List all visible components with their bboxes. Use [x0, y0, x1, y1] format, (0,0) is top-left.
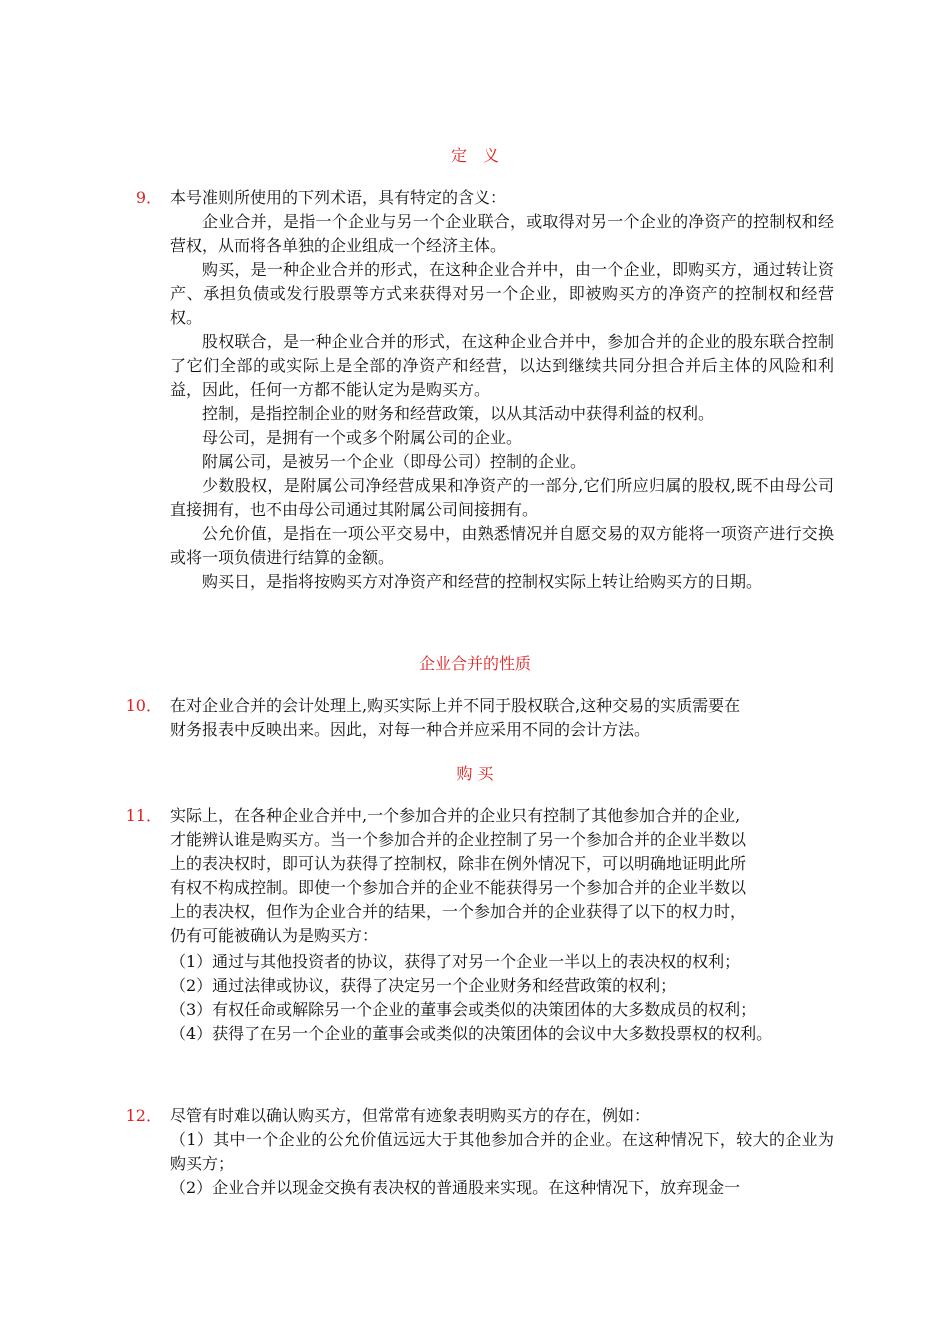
term-fair-value: 公允价值，是指在一项公平交易中，由熟悉情况并自愿交易的双方能将一项资产进行交换或将一项负债进行结算的金额。 [170, 524, 834, 567]
term-acquisition: 购买，是一种企业合并的形式，在这种企业合并中，由一个企业，即购买方，通过转让资产、承担负债或发行股票等方式来获得对另一个企业，即被购买方的净资产的控制权和经营权。 [170, 260, 834, 327]
paragraph-number-12: 12． [125, 1106, 162, 1125]
list-item: （2）企业合并以现金交换有表决权的普通股来实现。在这种情况下，放弃现金一 [170, 1178, 741, 1197]
paragraph-11-line-2: 才能辨认谁是购买方。当一个参加合并的企业控制了另一个参加合并的企业半数以 [170, 830, 747, 849]
paragraph-11-line-4: 有权不构成控制。即使一个参加合并的企业不能获得另一个参加合并的企业半数以 [170, 878, 747, 897]
paragraph-10-line-2: 财务报表中反映出来。因此，对每一种合并应采用不同的会计方法。 [170, 720, 651, 739]
paragraph-number-9: 9． [135, 188, 162, 207]
term-minority-interest: 少数股权，是附属公司净经营成果和净资产的一部分,它们所应归属的股权,既不由母公司直接拥有，也不由母公司通过其附属公司间接拥有。 [170, 476, 834, 519]
list-item: （2）通过法律或协议，获得了决定另一个企业财务和经营政策的权利； [170, 976, 677, 995]
paragraph-10-line-1: 在对企业合并的会计处理上,购买实际上并不同于股权联合,这种交易的实质需要在 [170, 696, 741, 715]
list-item: （4）获得了在另一个企业的董事会或类似的决策团体的会议中大多数投票权的权利。 [170, 1024, 773, 1043]
paragraph-11-line-6: 仍有可能被确认为是购买方： [170, 926, 379, 945]
paragraph-12-intro: 尽管有时难以确认购买方，但常常有迹象表明购买方的存在，例如： [170, 1106, 651, 1125]
paragraph-11-line-3: 上的表决权时，即可认为获得了控制权，除非在例外情况下，可以明确地证明此所 [170, 854, 747, 873]
section-heading-nature: 企业合并的性质 [418, 654, 531, 673]
paragraph-11-items [170, 950, 834, 1046]
term-subsidiary: 附属公司，是被另一个企业（即母公司）控制的企业。 [202, 452, 587, 471]
section-heading-acquisitions: 购 买 [456, 764, 494, 783]
paragraph-number-11: 11． [125, 806, 162, 825]
term-date-of-acquisition: 购买日，是指将按购买方对净资产和经营的控制权实际上转让给购买方的日期。 [202, 572, 763, 591]
paragraph-number-10: 10． [125, 696, 162, 715]
term-control: 控制，是指控制企业的财务和经营政策，以从其活动中获得利益的权利。 [202, 404, 715, 423]
term-uniting-of-interests: 股权联合，是一种企业合并的形式，在这种企业合并中，参加合并的企业的股东联合控制了它们全部的或实际上是全部的净资产和经营，以达到继续共同分担合并后主体的风险和利益，因此，任何一方都不能认定为是购买方。 [170, 332, 834, 399]
paragraph-11-line-5: 上的表决权，但作为企业合并的结果，一个参加合并的企业获得了以下的权力时， [170, 902, 747, 921]
term-parent: 母公司，是拥有一个或多个附属公司的企业。 [202, 428, 523, 447]
paragraph-11-line-1: 实际上，在各种企业合并中,一个参加合并的企业只有控制了其他参加合并的企业, [170, 806, 741, 825]
list-item: （1）其中一个企业的公允价值远远大于其他参加合并的企业。在这种情况下，较大的企业为购买方； [170, 1130, 834, 1173]
list-item: （1）通过与其他投资者的协议，获得了对另一个企业一半以上的表决权的权利； [170, 952, 741, 971]
paragraph-9-intro: 本号准则所使用的下列术语，具有特定的含义： [170, 188, 507, 207]
paragraph-12-items [170, 1128, 834, 1200]
paragraph-9-terms [170, 210, 834, 594]
list-item: （3）有权任命或解除另一个企业的董事会或类似的决策团体的大多数成员的权利； [170, 1000, 757, 1019]
section-heading-definitions: 定 义 [450, 146, 499, 165]
term-business-combination: 企业合并，是指一个企业与另一个企业联合，或取得对另一个企业的净资产的控制权和经营权，从而将各单独的企业组成一个经济主体。 [170, 212, 834, 255]
